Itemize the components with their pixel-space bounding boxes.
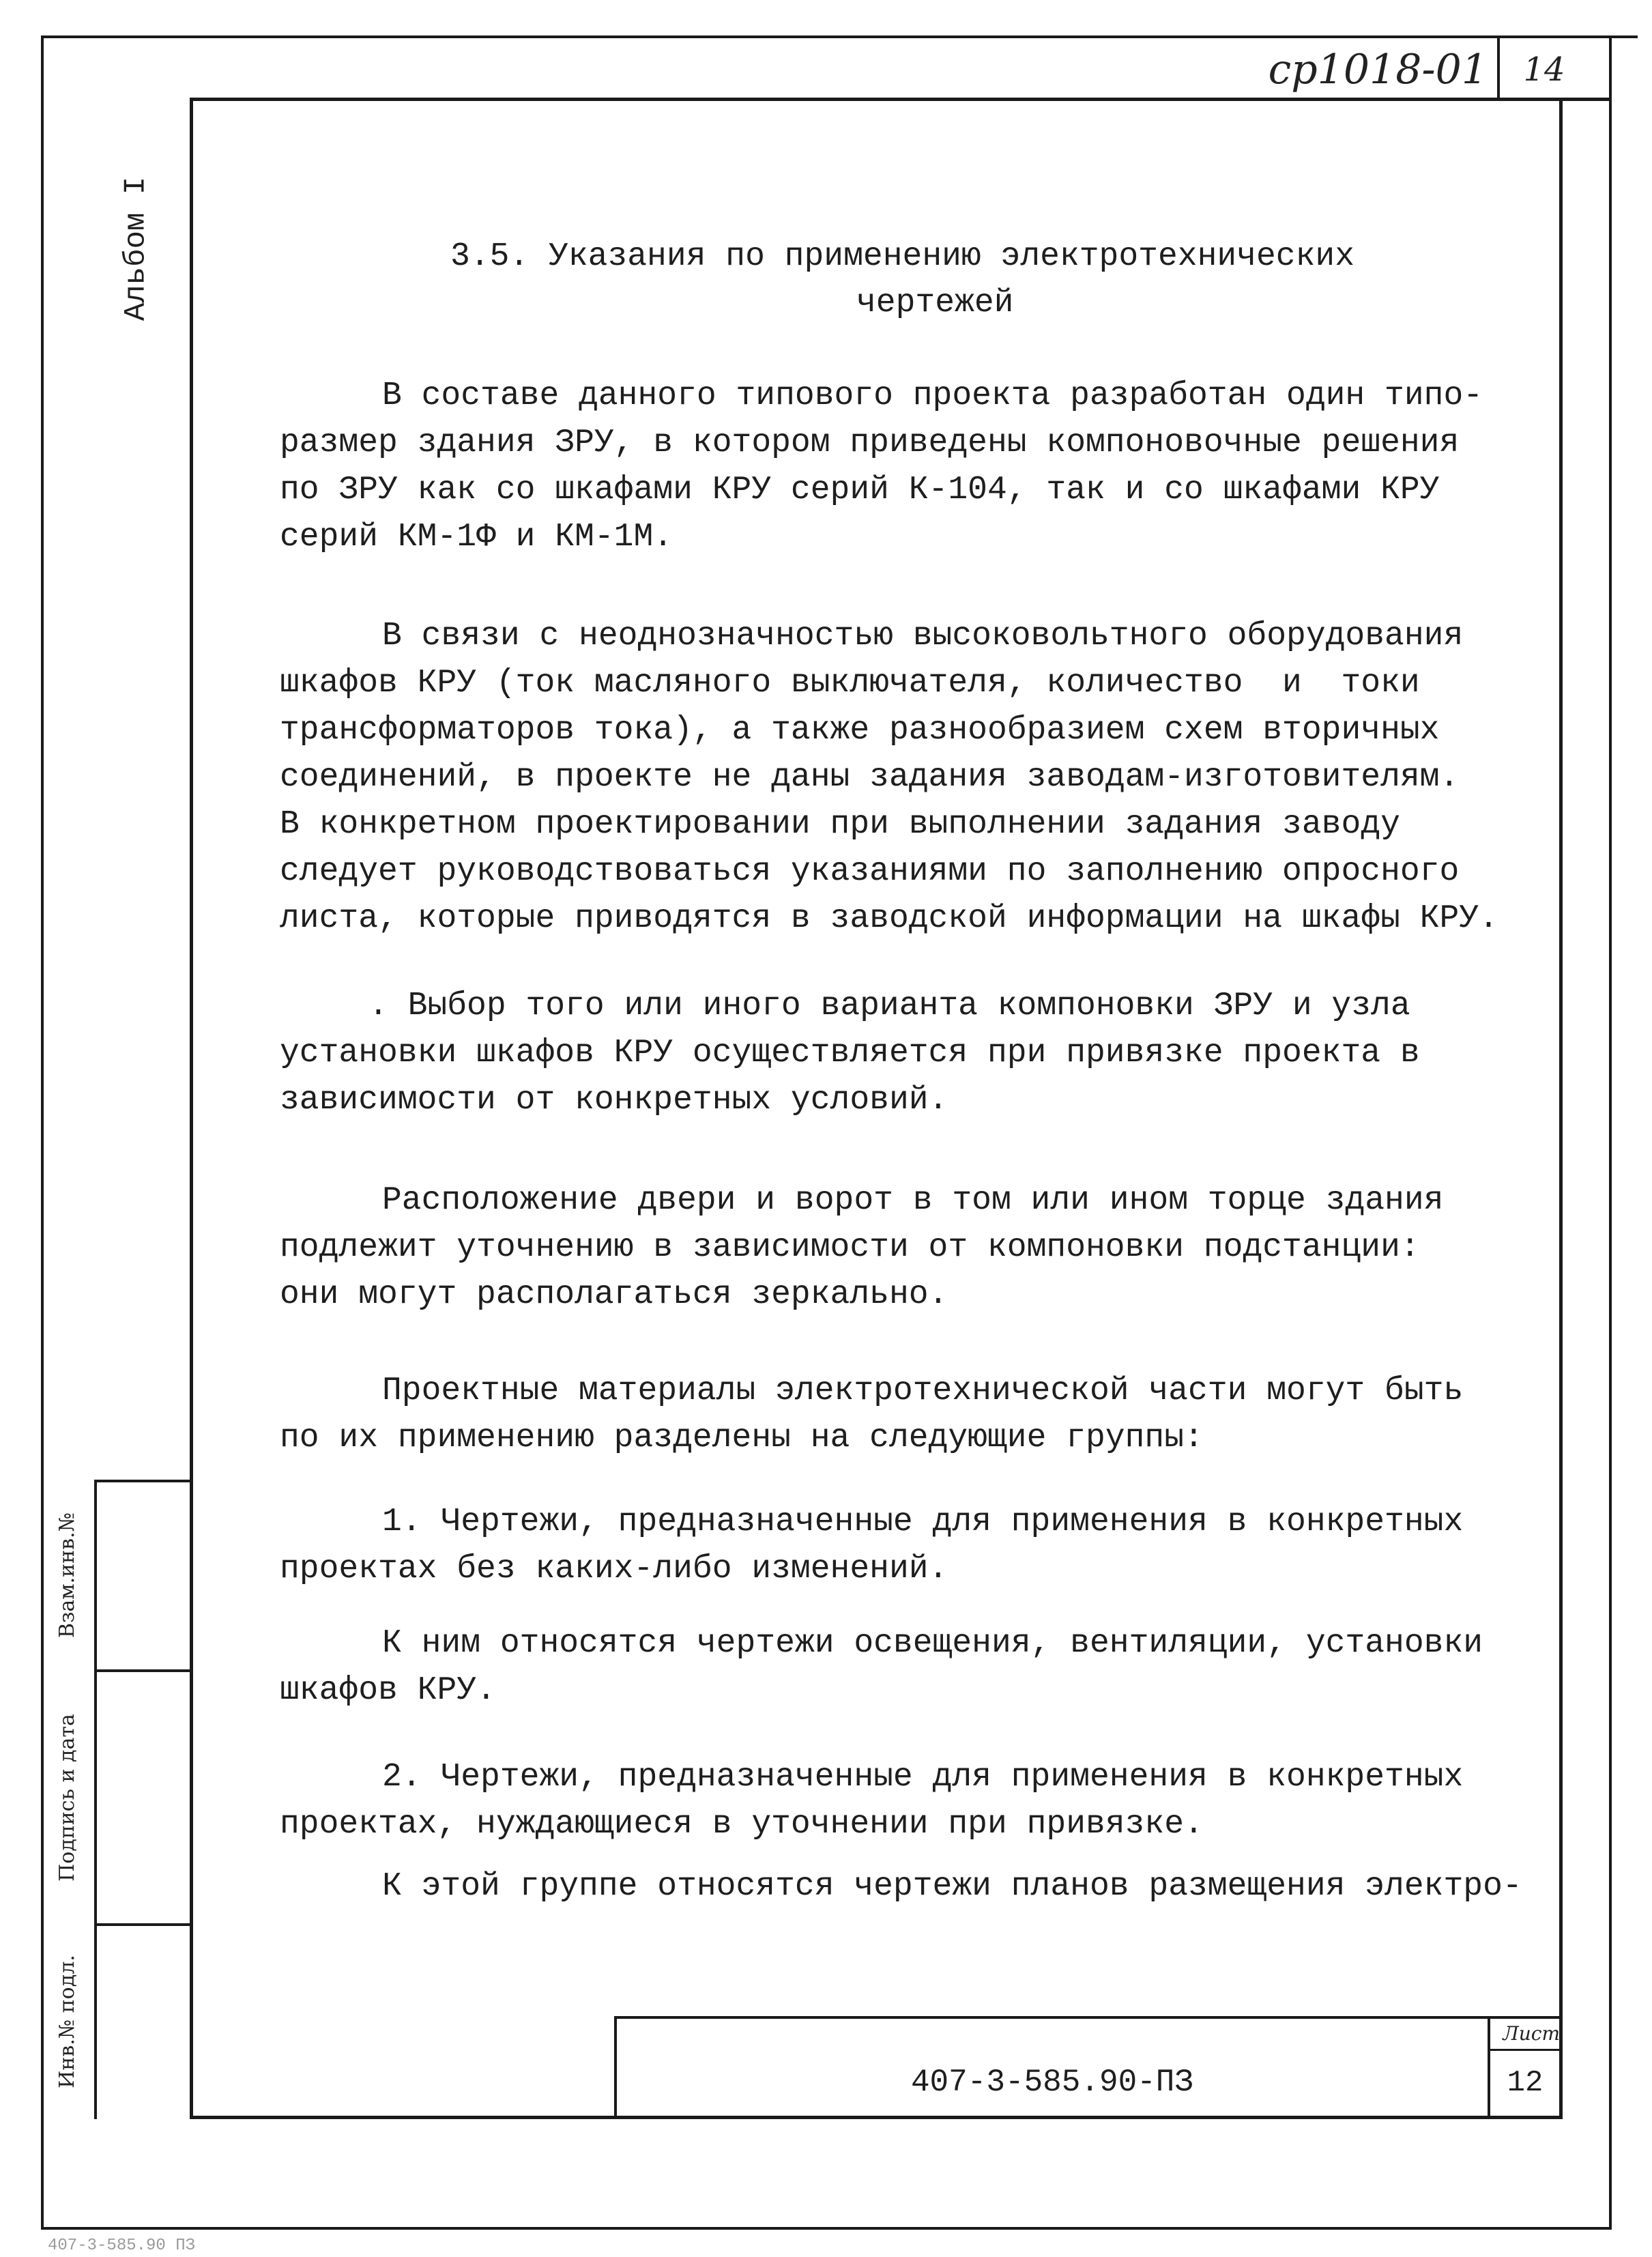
paragraph-line: шкафов КРУ (ток масляного выключателя, количество и токи xyxy=(280,665,1420,702)
paragraph-line: К ним относятся чертежи освещения, вентиляции, установки xyxy=(382,1625,1483,1662)
paragraph-5 xyxy=(280,1368,1528,1462)
paragraph-line: проектах, нуждающиеся в уточнении при привязке. xyxy=(280,1806,1204,1843)
field-label-signature: Подпись и дата xyxy=(55,1714,79,1882)
paragraph-2 xyxy=(280,613,1528,943)
paragraph-line: серий КМ-1Ф и КМ-1М. xyxy=(280,519,673,556)
paragraph-line: В составе данного типового проекта разработан один типо- xyxy=(382,377,1483,414)
paragraph-line: Проектные материалы электротехнической части могут быть xyxy=(382,1372,1464,1409)
title-block-top xyxy=(614,2016,1563,2019)
album-label: Альбом I xyxy=(119,176,154,321)
paragraph-line: по ЗРУ как со шкафами КРУ серий К-104, так и со шкафами КРУ xyxy=(280,472,1440,508)
paragraph-line: шкафов КРУ. xyxy=(280,1672,496,1709)
paragraph-line: следует руководствоваться указаниями по заполнению опросного xyxy=(280,853,1460,890)
field-label-replacement: Взам.инв.№ xyxy=(55,1512,79,1638)
margin-line-2 xyxy=(94,1923,193,1926)
paragraph-line: соединений, в проекте не даны задания заводам-изготовителям. xyxy=(280,759,1460,796)
outer-frame-top xyxy=(41,35,1638,38)
paragraph-6 xyxy=(280,1499,1528,1593)
margin-line-1 xyxy=(94,1669,193,1672)
inner-frame-right xyxy=(1559,98,1563,2119)
paragraph-9 xyxy=(280,1863,1528,1910)
paragraph-line: зависимости от конкретных условий. xyxy=(280,1082,948,1119)
paragraph-line: они могут располагаться зеркально. xyxy=(280,1276,948,1313)
paragraph-line: подлежит уточнению в зависимости от компоновки подстанции: xyxy=(280,1229,1420,1266)
paragraph-8 xyxy=(280,1754,1528,1848)
paragraph-line: проектах без каких-либо изменений. xyxy=(280,1551,948,1587)
sheet-number: 12 xyxy=(1507,2066,1544,2100)
paragraph-line: 1. Чертежи, предназначенные для применения в конкретных xyxy=(382,1504,1464,1540)
inner-frame-top xyxy=(190,98,1610,101)
top-sheet-number: 14 xyxy=(1523,51,1565,89)
margin-col-divider xyxy=(94,1481,97,2119)
outer-frame-bottom xyxy=(41,2227,1612,2230)
paragraph-line: трансформаторов тока), а также разнообразием схем вторичных xyxy=(280,712,1440,749)
inner-frame-bottom xyxy=(190,2116,1563,2119)
sheet-label: Лист xyxy=(1503,2022,1560,2045)
stamp-code: cp1018-01 xyxy=(1268,46,1488,94)
outer-frame-left xyxy=(41,35,44,2230)
section-title-line1: 3.5. Указания по применению электротехнических xyxy=(450,238,1355,275)
paragraph-3 xyxy=(280,983,1528,1124)
paragraph-line: К этой группе относятся чертежи планов размещения электро- xyxy=(382,1868,1522,1905)
section-title-line2: чертежей xyxy=(856,285,1014,321)
inner-frame-left xyxy=(190,98,193,2119)
outer-frame-right xyxy=(1609,35,1612,2230)
paragraph-line: по их применению разделены на следующие группы: xyxy=(280,1420,1204,1456)
paragraph-line: . Выбор того или иного варианта компоновки ЗРУ и узла xyxy=(368,988,1410,1024)
paragraph-line: В связи с неоднозначностью высоковольтного оборудования xyxy=(382,618,1464,655)
paragraph-line: В конкретном проектировании при выполнении задания заводу xyxy=(280,806,1400,843)
bottom-note: 407-3-585.90 ПЗ xyxy=(48,2237,196,2255)
paragraph-line: листа, которые приводятся в заводской информации на шкафы КРУ. xyxy=(280,900,1498,937)
paragraph-line: установки шкафов КРУ осуществляется при привязке проекта в xyxy=(280,1035,1420,1072)
margin-top-line xyxy=(94,1480,193,1482)
paragraph-7 xyxy=(280,1620,1528,1714)
paragraph-line: размер здания ЗРУ, в котором приведены компоновочные решения xyxy=(280,425,1460,461)
document-code: 407-3-585.90-ПЗ xyxy=(910,2065,1194,2100)
paragraph-4 xyxy=(280,1177,1528,1319)
paragraph-line: 2. Чертежи, предназначенные для применения в конкретных xyxy=(382,1759,1464,1796)
field-label-inventory: Инв.№ подл. xyxy=(55,1955,79,2088)
paragraph-1 xyxy=(280,373,1528,561)
paragraph-line: Расположение двери и ворот в том или ином торце здания xyxy=(382,1182,1444,1219)
